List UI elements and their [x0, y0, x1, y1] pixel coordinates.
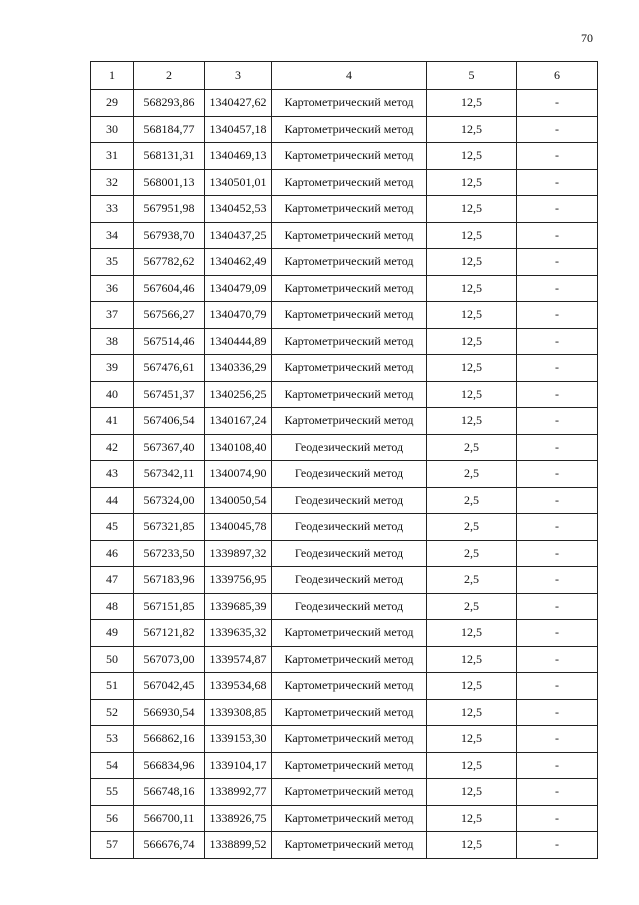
accuracy-cell: 12,5 — [427, 620, 517, 647]
y-coordinate-cell: 1338899,52 — [205, 832, 272, 859]
page-number: 70 — [581, 31, 593, 45]
x-coordinate-cell: 567938,70 — [134, 222, 205, 249]
note-cell: - — [517, 434, 598, 461]
note-cell: - — [517, 116, 598, 143]
note-cell: - — [517, 143, 598, 170]
method-cell: Картометрический метод — [272, 620, 427, 647]
accuracy-cell: 12,5 — [427, 673, 517, 700]
accuracy-cell: 12,5 — [427, 143, 517, 170]
x-coordinate-cell: 568131,31 — [134, 143, 205, 170]
point-number-cell: 40 — [91, 381, 134, 408]
table-row — [91, 514, 598, 541]
note-cell: - — [517, 381, 598, 408]
note-cell: - — [517, 249, 598, 276]
table-row — [91, 249, 598, 276]
point-number-cell: 39 — [91, 355, 134, 382]
method-cell: Картометрический метод — [272, 673, 427, 700]
y-coordinate-cell: 1340444,89 — [205, 328, 272, 355]
method-cell: Геодезический метод — [272, 593, 427, 620]
point-number-cell: 31 — [91, 143, 134, 170]
x-coordinate-cell: 566930,54 — [134, 699, 205, 726]
y-coordinate-cell: 1340437,25 — [205, 222, 272, 249]
accuracy-cell: 12,5 — [427, 328, 517, 355]
y-coordinate-cell: 1339756,95 — [205, 567, 272, 594]
point-number-cell: 34 — [91, 222, 134, 249]
table-row — [91, 487, 598, 514]
note-cell: - — [517, 408, 598, 435]
note-cell: - — [517, 355, 598, 382]
method-cell: Картометрический метод — [272, 143, 427, 170]
method-cell: Геодезический метод — [272, 540, 427, 567]
table-row — [91, 567, 598, 594]
note-cell: - — [517, 461, 598, 488]
accuracy-cell: 12,5 — [427, 196, 517, 223]
note-cell: - — [517, 275, 598, 302]
accuracy-cell: 12,5 — [427, 116, 517, 143]
method-cell: Картометрический метод — [272, 355, 427, 382]
accuracy-cell: 2,5 — [427, 434, 517, 461]
note-cell: - — [517, 302, 598, 329]
y-coordinate-cell: 1340457,18 — [205, 116, 272, 143]
table-row — [91, 673, 598, 700]
method-cell: Картометрический метод — [272, 779, 427, 806]
note-cell: - — [517, 832, 598, 859]
accuracy-cell: 12,5 — [427, 275, 517, 302]
note-cell: - — [517, 726, 598, 753]
y-coordinate-cell: 1340074,90 — [205, 461, 272, 488]
table-row — [91, 646, 598, 673]
table-row — [91, 805, 598, 832]
x-coordinate-cell: 567151,85 — [134, 593, 205, 620]
table-row — [91, 408, 598, 435]
x-coordinate-cell: 567476,61 — [134, 355, 205, 382]
note-cell: - — [517, 487, 598, 514]
column-header: 5 — [427, 62, 517, 90]
y-coordinate-cell: 1340045,78 — [205, 514, 272, 541]
point-number-cell: 49 — [91, 620, 134, 647]
table-row — [91, 196, 598, 223]
table-row — [91, 832, 598, 859]
x-coordinate-cell: 567566,27 — [134, 302, 205, 329]
table-row — [91, 302, 598, 329]
method-cell: Картометрический метод — [272, 752, 427, 779]
method-cell: Картометрический метод — [272, 116, 427, 143]
table-header-row — [91, 62, 598, 90]
point-number-cell: 46 — [91, 540, 134, 567]
point-number-cell: 36 — [91, 275, 134, 302]
point-number-cell: 44 — [91, 487, 134, 514]
table-row — [91, 461, 598, 488]
table-row — [91, 169, 598, 196]
x-coordinate-cell: 567042,45 — [134, 673, 205, 700]
x-coordinate-cell: 567073,00 — [134, 646, 205, 673]
note-cell: - — [517, 805, 598, 832]
y-coordinate-cell: 1340336,29 — [205, 355, 272, 382]
method-cell: Картометрический метод — [272, 832, 427, 859]
x-coordinate-cell: 567121,82 — [134, 620, 205, 647]
y-coordinate-cell: 1340108,40 — [205, 434, 272, 461]
note-cell: - — [517, 169, 598, 196]
method-cell: Картометрический метод — [272, 805, 427, 832]
note-cell: - — [517, 752, 598, 779]
method-cell: Геодезический метод — [272, 434, 427, 461]
note-cell: - — [517, 540, 598, 567]
method-cell: Картометрический метод — [272, 90, 427, 117]
column-header: 6 — [517, 62, 598, 90]
y-coordinate-cell: 1340452,53 — [205, 196, 272, 223]
method-cell: Картометрический метод — [272, 726, 427, 753]
note-cell: - — [517, 328, 598, 355]
point-number-cell: 55 — [91, 779, 134, 806]
x-coordinate-cell: 568184,77 — [134, 116, 205, 143]
table-body — [91, 90, 598, 859]
method-cell: Геодезический метод — [272, 461, 427, 488]
point-number-cell: 53 — [91, 726, 134, 753]
note-cell: - — [517, 779, 598, 806]
accuracy-cell: 2,5 — [427, 487, 517, 514]
y-coordinate-cell: 1340469,13 — [205, 143, 272, 170]
accuracy-cell: 12,5 — [427, 752, 517, 779]
y-coordinate-cell: 1340501,01 — [205, 169, 272, 196]
note-cell: - — [517, 673, 598, 700]
table-row — [91, 779, 598, 806]
accuracy-cell: 12,5 — [427, 779, 517, 806]
accuracy-cell: 12,5 — [427, 408, 517, 435]
point-number-cell: 29 — [91, 90, 134, 117]
y-coordinate-cell: 1339685,39 — [205, 593, 272, 620]
y-coordinate-cell: 1339897,32 — [205, 540, 272, 567]
note-cell: - — [517, 514, 598, 541]
note-cell: - — [517, 593, 598, 620]
x-coordinate-cell: 567604,46 — [134, 275, 205, 302]
x-coordinate-cell: 567782,62 — [134, 249, 205, 276]
y-coordinate-cell: 1340462,49 — [205, 249, 272, 276]
y-coordinate-cell: 1339574,87 — [205, 646, 272, 673]
x-coordinate-cell: 566676,74 — [134, 832, 205, 859]
table-row — [91, 434, 598, 461]
method-cell: Картометрический метод — [272, 646, 427, 673]
x-coordinate-cell: 566748,16 — [134, 779, 205, 806]
y-coordinate-cell: 1340050,54 — [205, 487, 272, 514]
x-coordinate-cell: 567514,46 — [134, 328, 205, 355]
y-coordinate-cell: 1340167,24 — [205, 408, 272, 435]
point-number-cell: 41 — [91, 408, 134, 435]
table-row — [91, 90, 598, 117]
column-header: 1 — [91, 62, 134, 90]
method-cell: Картометрический метод — [272, 275, 427, 302]
y-coordinate-cell: 1340470,79 — [205, 302, 272, 329]
method-cell: Геодезический метод — [272, 487, 427, 514]
x-coordinate-cell: 567951,98 — [134, 196, 205, 223]
note-cell: - — [517, 620, 598, 647]
column-header: 2 — [134, 62, 205, 90]
point-number-cell: 50 — [91, 646, 134, 673]
table-row — [91, 699, 598, 726]
y-coordinate-cell: 1339635,32 — [205, 620, 272, 647]
accuracy-cell: 2,5 — [427, 567, 517, 594]
note-cell: - — [517, 222, 598, 249]
coordinates-table — [90, 61, 598, 859]
method-cell: Геодезический метод — [272, 567, 427, 594]
note-cell: - — [517, 90, 598, 117]
y-coordinate-cell: 1339153,30 — [205, 726, 272, 753]
accuracy-cell: 2,5 — [427, 540, 517, 567]
accuracy-cell: 2,5 — [427, 593, 517, 620]
accuracy-cell: 12,5 — [427, 726, 517, 753]
x-coordinate-cell: 567406,54 — [134, 408, 205, 435]
point-number-cell: 30 — [91, 116, 134, 143]
y-coordinate-cell: 1339104,17 — [205, 752, 272, 779]
accuracy-cell: 12,5 — [427, 169, 517, 196]
point-number-cell: 37 — [91, 302, 134, 329]
accuracy-cell: 2,5 — [427, 514, 517, 541]
y-coordinate-cell: 1338992,77 — [205, 779, 272, 806]
table-row — [91, 381, 598, 408]
accuracy-cell: 12,5 — [427, 249, 517, 276]
point-number-cell: 32 — [91, 169, 134, 196]
note-cell: - — [517, 196, 598, 223]
table-row — [91, 275, 598, 302]
point-number-cell: 33 — [91, 196, 134, 223]
point-number-cell: 54 — [91, 752, 134, 779]
accuracy-cell: 2,5 — [427, 461, 517, 488]
method-cell: Картометрический метод — [272, 381, 427, 408]
point-number-cell: 56 — [91, 805, 134, 832]
table-row — [91, 726, 598, 753]
accuracy-cell: 12,5 — [427, 381, 517, 408]
x-coordinate-cell: 567321,85 — [134, 514, 205, 541]
point-number-cell: 47 — [91, 567, 134, 594]
method-cell: Картометрический метод — [272, 169, 427, 196]
point-number-cell: 48 — [91, 593, 134, 620]
accuracy-cell: 12,5 — [427, 90, 517, 117]
y-coordinate-cell: 1340256,25 — [205, 381, 272, 408]
method-cell: Картометрический метод — [272, 328, 427, 355]
method-cell: Геодезический метод — [272, 514, 427, 541]
x-coordinate-cell: 566862,16 — [134, 726, 205, 753]
column-header: 3 — [205, 62, 272, 90]
table-row — [91, 222, 598, 249]
y-coordinate-cell: 1339308,85 — [205, 699, 272, 726]
x-coordinate-cell: 567342,11 — [134, 461, 205, 488]
y-coordinate-cell: 1338926,75 — [205, 805, 272, 832]
x-coordinate-cell: 568293,86 — [134, 90, 205, 117]
point-number-cell: 43 — [91, 461, 134, 488]
method-cell: Картометрический метод — [272, 196, 427, 223]
method-cell: Картометрический метод — [272, 222, 427, 249]
table-row — [91, 752, 598, 779]
x-coordinate-cell: 567451,37 — [134, 381, 205, 408]
point-number-cell: 51 — [91, 673, 134, 700]
table-row — [91, 116, 598, 143]
table-row — [91, 620, 598, 647]
x-coordinate-cell: 568001,13 — [134, 169, 205, 196]
x-coordinate-cell: 566700,11 — [134, 805, 205, 832]
accuracy-cell: 12,5 — [427, 222, 517, 249]
table-row — [91, 355, 598, 382]
accuracy-cell: 12,5 — [427, 805, 517, 832]
note-cell: - — [517, 699, 598, 726]
table-row — [91, 540, 598, 567]
table-row — [91, 143, 598, 170]
accuracy-cell: 12,5 — [427, 302, 517, 329]
method-cell: Картометрический метод — [272, 249, 427, 276]
accuracy-cell: 12,5 — [427, 832, 517, 859]
y-coordinate-cell: 1340479,09 — [205, 275, 272, 302]
accuracy-cell: 12,5 — [427, 355, 517, 382]
method-cell: Картометрический метод — [272, 302, 427, 329]
y-coordinate-cell: 1340427,62 — [205, 90, 272, 117]
x-coordinate-cell: 566834,96 — [134, 752, 205, 779]
point-number-cell: 35 — [91, 249, 134, 276]
accuracy-cell: 12,5 — [427, 646, 517, 673]
table-row — [91, 593, 598, 620]
method-cell: Картометрический метод — [272, 699, 427, 726]
point-number-cell: 38 — [91, 328, 134, 355]
x-coordinate-cell: 567233,50 — [134, 540, 205, 567]
point-number-cell: 52 — [91, 699, 134, 726]
point-number-cell: 57 — [91, 832, 134, 859]
note-cell: - — [517, 567, 598, 594]
point-number-cell: 45 — [91, 514, 134, 541]
x-coordinate-cell: 567367,40 — [134, 434, 205, 461]
x-coordinate-cell: 567183,96 — [134, 567, 205, 594]
accuracy-cell: 12,5 — [427, 699, 517, 726]
column-header: 4 — [272, 62, 427, 90]
table-row — [91, 328, 598, 355]
x-coordinate-cell: 567324,00 — [134, 487, 205, 514]
point-number-cell: 42 — [91, 434, 134, 461]
note-cell: - — [517, 646, 598, 673]
y-coordinate-cell: 1339534,68 — [205, 673, 272, 700]
method-cell: Картометрический метод — [272, 408, 427, 435]
